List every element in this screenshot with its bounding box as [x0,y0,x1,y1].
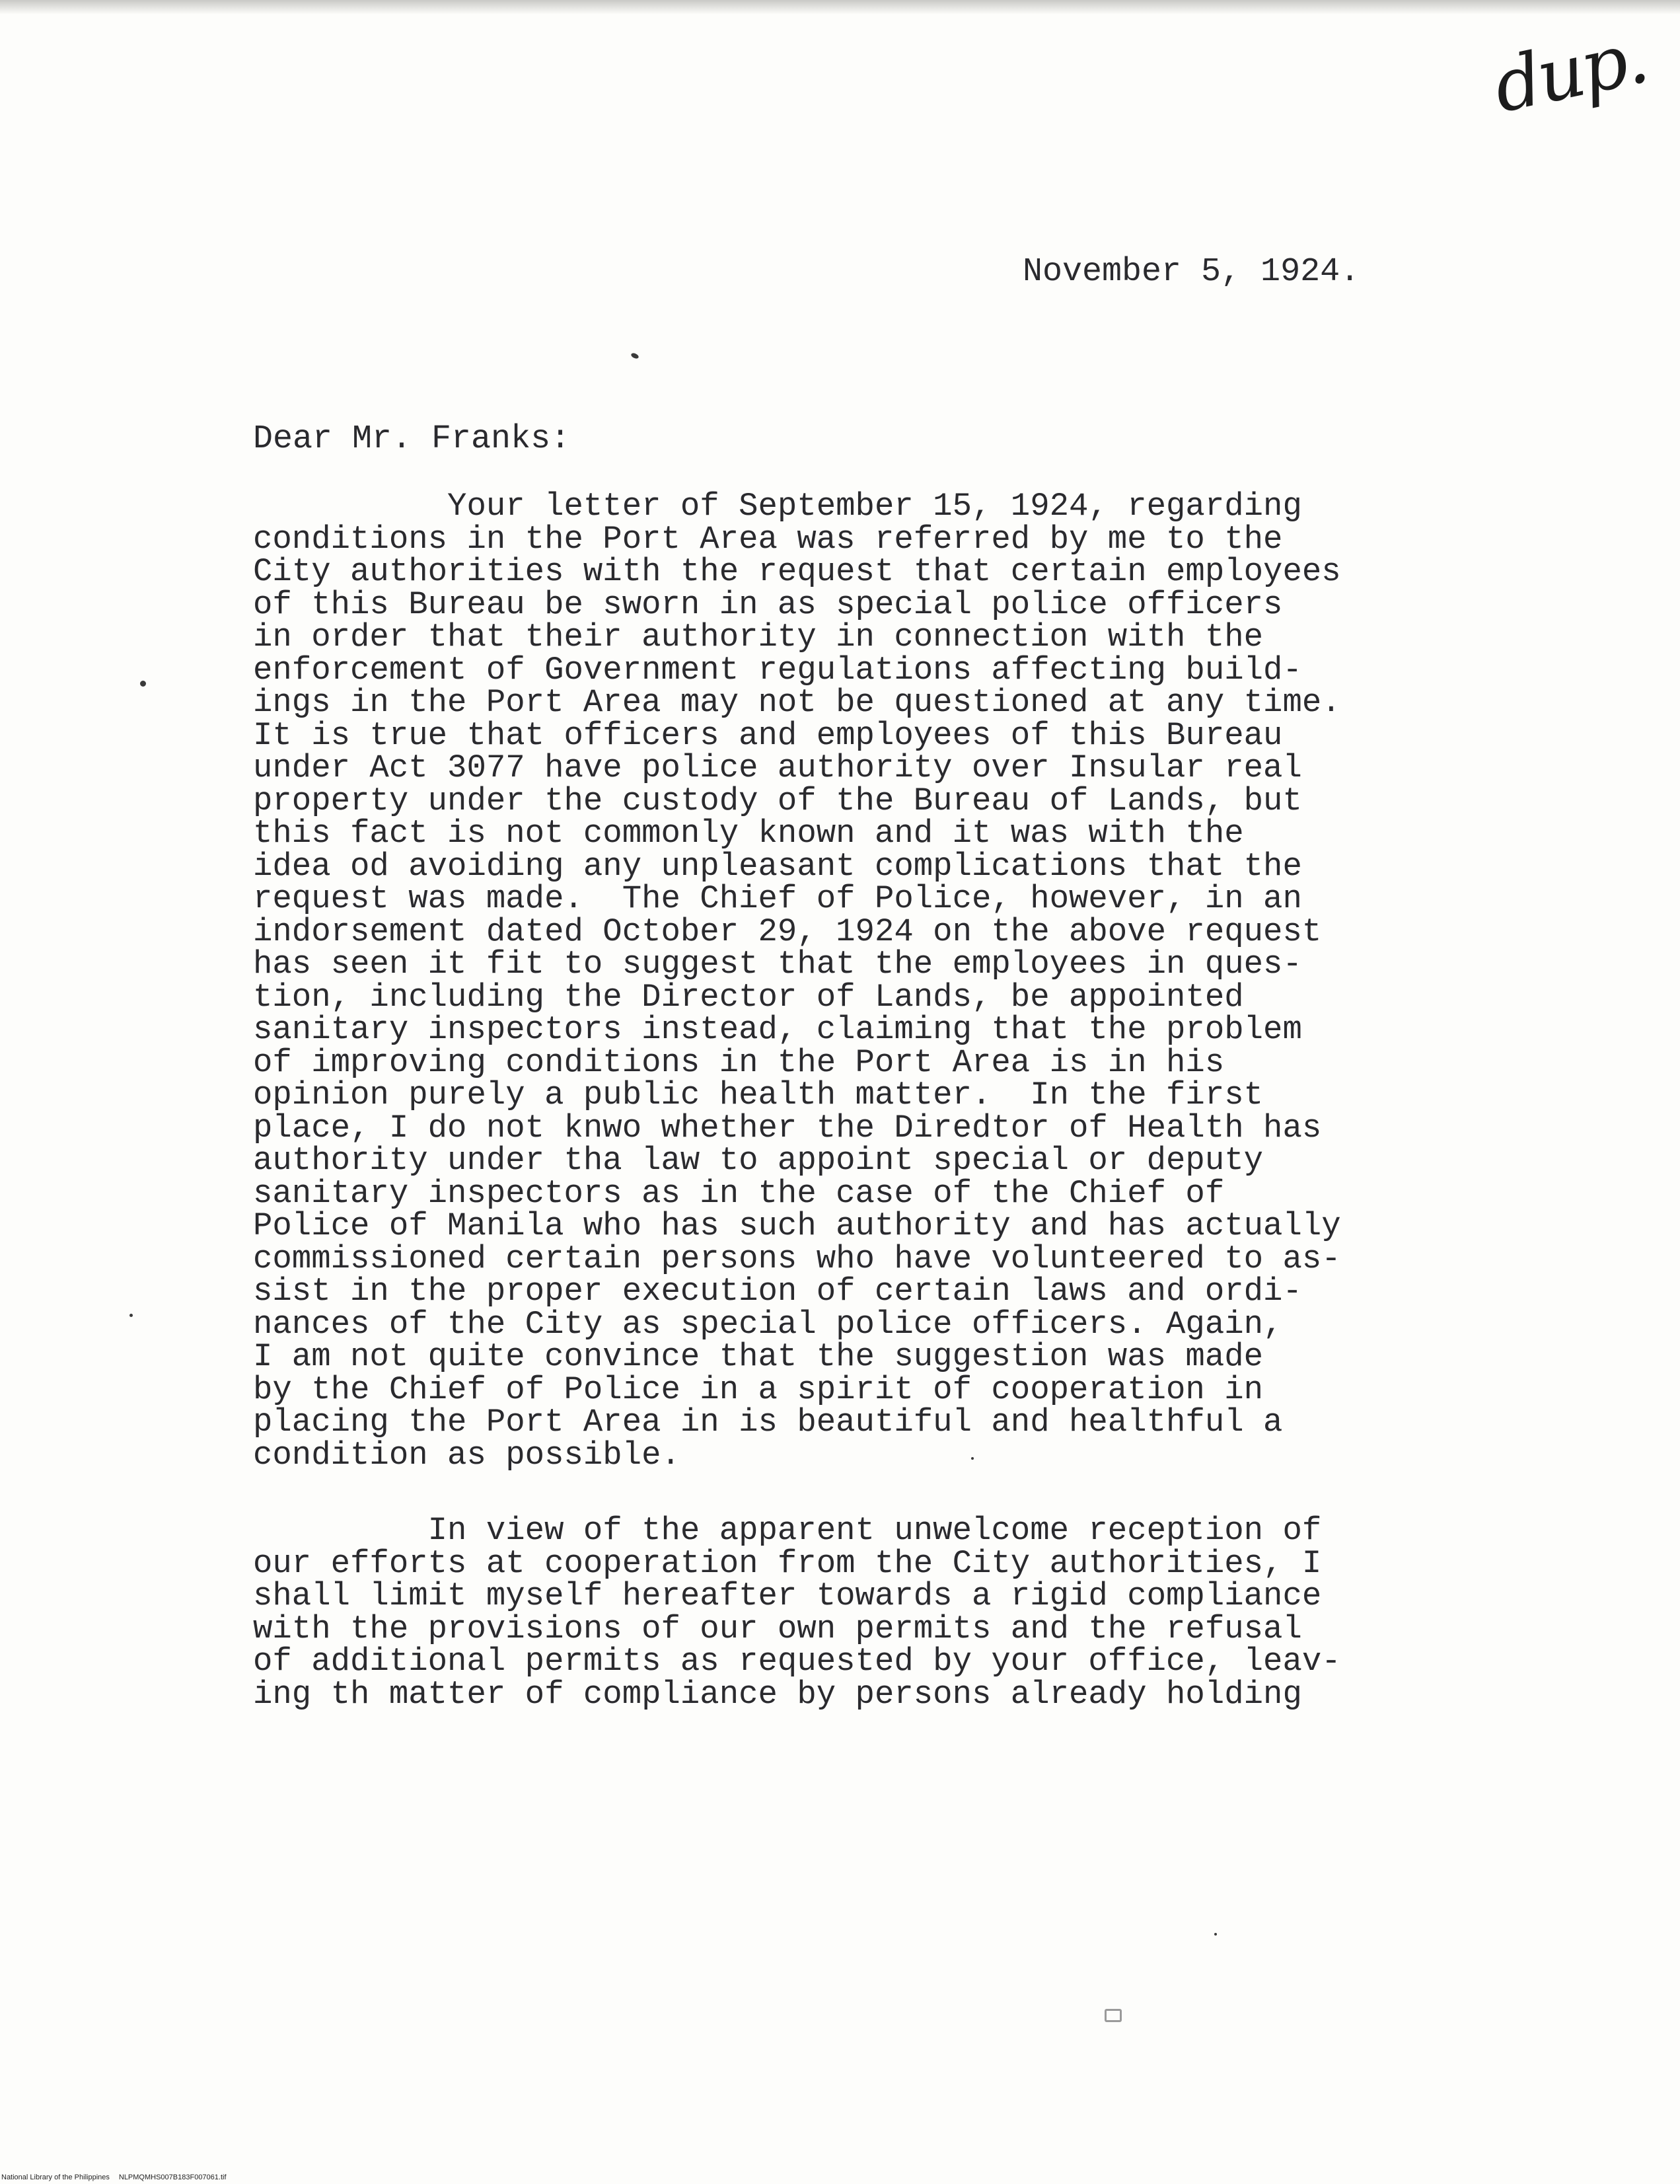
letter-line: Police of Manila who has such authority and has actually [253,1207,1341,1244]
letter-line: In view of the apparent unwelcome reception of [253,1512,1322,1549]
letter-line: has seen it fit to suggest that the employees in ques- [253,946,1302,983]
letter-line: authority under tha law to appoint special or deputy [253,1142,1264,1179]
letter-line: placing the Port Area in is beautiful and healthful a [253,1404,1283,1441]
letter-line: in order that their authority in connection with the [253,619,1264,656]
scan-speck [630,352,639,359]
letter-line: of improving conditions in the Port Area is in his [253,1043,1225,1081]
letter-line: It is true that officers and employees of this Bureau [253,716,1283,754]
letter-line: conditions in the Port Area was referred by me to the [253,520,1283,558]
letter-line: this fact is not commonly known and it was with the [253,815,1244,852]
letter-line: place, I do not knwo whether the Diredtor of Health has [253,1109,1322,1147]
letter-line: enforcement of Government regulations affecting build- [253,651,1302,689]
letter-body-paragraph-2 [253,1512,1341,1713]
letter-line: idea od avoiding any unpleasant complications that the [253,847,1302,885]
letter-salutation: Dear Mr. Franks: [253,420,571,458]
letter-line: with the provisions of our own permits and the refusal [253,1610,1302,1647]
scan-speck [129,1314,133,1317]
scan-top-edge [0,0,1680,15]
letter-line: of additional permits as requested by your office, leav- [253,1643,1341,1680]
letter-line: tion, including the Director of Lands, be appointed [253,978,1244,1016]
letter-line: Your letter of September 15, 1924, regarding [253,488,1302,525]
scan-speck [971,1457,974,1460]
letter-line: request was made. The Chief of Police, however, in an [253,880,1302,917]
scan-speck [1105,2009,1122,2022]
letter-line: indorsement dated October 29, 1924 on the above request [253,913,1322,950]
letter-line: sanitary inspectors instead, claiming that the problem [253,1011,1302,1048]
handwritten-annotation: dup. [1486,15,1654,130]
letter-line: ings in the Port Area may not be questioned at any time. [253,684,1341,721]
letter-line: sanitary inspectors as in the case of the Chief of [253,1174,1225,1212]
letter-line: I am not quite convince that the suggestion was made [253,1338,1264,1375]
letter-body-paragraph-1 [253,490,1341,1472]
letter-date: November 5, 1924. [1023,253,1360,291]
scan-footer [1,2173,236,2182]
letter-line: property under the custody of the Bureau of Lands, but [253,782,1302,819]
footer-institution: National Library of the Philippines [1,2173,110,2181]
letter-line: by the Chief of Police in a spirit of cooperation in [253,1371,1264,1408]
scan-speck [140,681,146,687]
letter-line: of this Bureau be sworn in as special police officers [253,585,1283,623]
letter-line: condition as possible. [253,1436,680,1474]
scan-speck [1214,1933,1217,1936]
letter-line: our efforts at cooperation from the City authorities, I [253,1544,1322,1582]
letter-line: City authorities with the request that certain employees [253,553,1341,590]
footer-identifier: NLPMQMHS007B183F007061.tif [118,2173,227,2181]
letter-line: under Act 3077 have police authority over Insular real [253,749,1302,786]
letter-line: sist in the proper execution of certain laws and ordi- [253,1273,1302,1310]
letter-line: commissioned certain persons who have volunteered to as- [253,1240,1341,1277]
letter-line: ing th matter of compliance by persons already holding [253,1675,1302,1713]
letter-line: nances of the City as special police officers. Again, [253,1305,1283,1343]
letter-line: opinion purely a public health matter. In the first [253,1076,1264,1113]
letter-line: shall limit myself hereafter towards a rigid compliance [253,1577,1322,1614]
